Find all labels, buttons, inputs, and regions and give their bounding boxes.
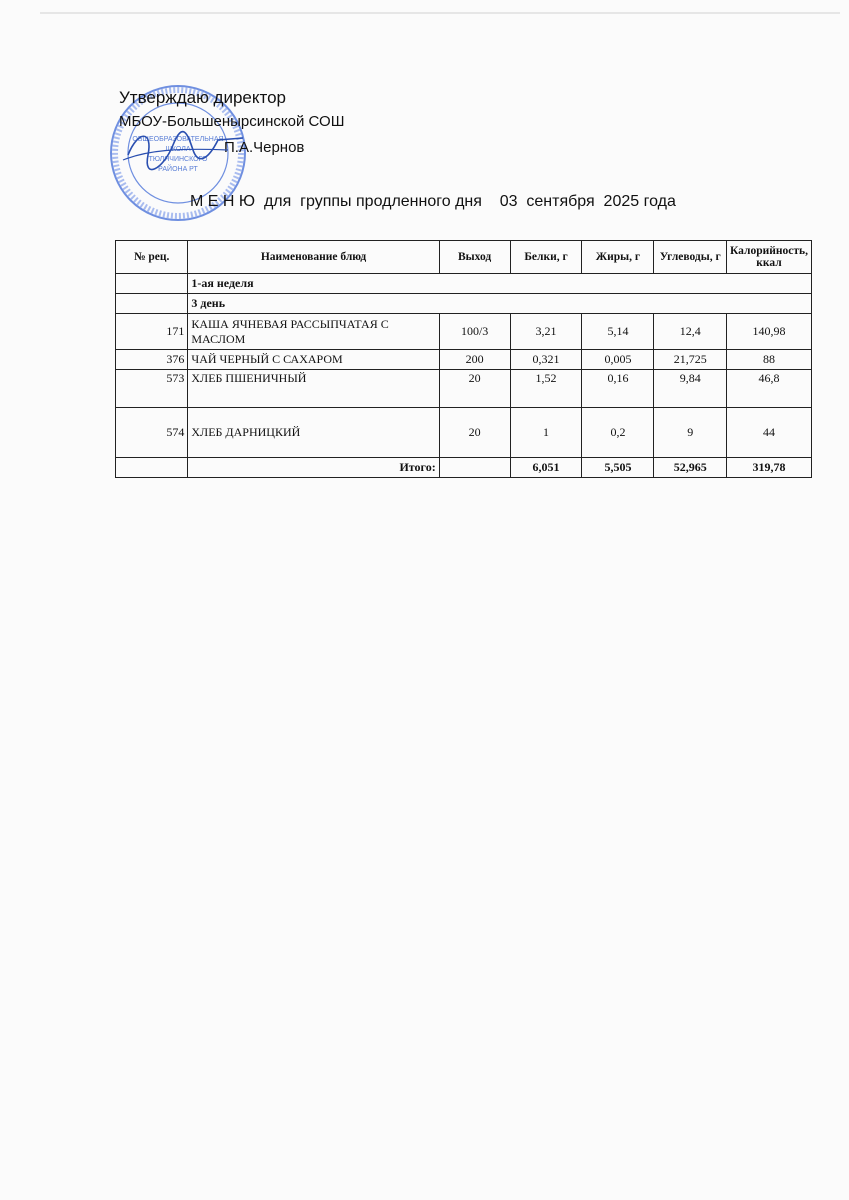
approval-line: Утверждаю директор <box>119 88 287 107</box>
stamp-line: ШКОЛА <box>165 146 191 153</box>
carbs-cell: 9,84 <box>654 370 727 408</box>
yield-cell: 200 <box>439 350 510 370</box>
total-fat: 5,505 <box>582 458 654 478</box>
stamp-line: ОБЩЕОБРАЗОВАТЕЛЬНАЯ <box>132 136 224 143</box>
rec-cell: 376 <box>116 350 188 370</box>
name-cell: ХЛЕБ ПШЕНИЧНЫЙ <box>188 370 439 408</box>
kcal-cell: 44 <box>726 408 811 458</box>
stamp-line: РАЙОНА РТ <box>158 166 198 173</box>
kcal-cell: 140,98 <box>726 314 811 350</box>
day-row <box>116 294 812 314</box>
protein-cell: 0,321 <box>510 350 582 370</box>
kcal-cell: 46,8 <box>726 370 811 408</box>
total-kcal: 319,78 <box>726 458 811 478</box>
rec-cell: 573 <box>116 370 188 408</box>
name-cell: ХЛЕБ ДАРНИЦКИЙ <box>188 408 439 458</box>
week-row <box>116 274 812 294</box>
carbs-cell: 9 <box>654 408 727 458</box>
col-header-kcal: Калорийность, ккал <box>726 241 811 274</box>
kcal-cell: 88 <box>726 350 811 370</box>
carbs-cell: 12,4 <box>654 314 727 350</box>
scan-edge-line <box>40 12 840 14</box>
name-cell: ЧАЙ ЧЕРНЫЙ С САХАРОМ <box>188 350 439 370</box>
total-protein: 6,051 <box>510 458 582 478</box>
signature-icon <box>118 120 248 180</box>
school-name: МБОУ-Большенырсинской СОШ <box>119 113 345 130</box>
yield-cell: 100/3 <box>439 314 510 350</box>
fat-cell: 0,005 <box>582 350 654 370</box>
name-cell: КАША ЯЧНЕВАЯ РАССЫПЧАТАЯ С МАСЛОМ <box>188 314 439 350</box>
table-row <box>116 370 812 408</box>
table-header-row <box>116 241 812 274</box>
col-header-fat: Жиры, г <box>582 241 654 274</box>
protein-cell: 1,52 <box>510 370 582 408</box>
protein-cell: 3,21 <box>510 314 582 350</box>
day-label: 3 день <box>188 294 812 314</box>
col-header-yield: Выход <box>439 241 510 274</box>
protein-cell: 1 <box>510 408 582 458</box>
week-label: 1-ая неделя <box>188 274 812 294</box>
fat-cell: 0,16 <box>582 370 654 408</box>
rec-cell: 574 <box>116 408 188 458</box>
fat-cell: 0,2 <box>582 408 654 458</box>
total-label: Итого: <box>188 458 439 478</box>
col-header-protein: Белки, г <box>510 241 582 274</box>
table-row <box>116 408 812 458</box>
rec-cell: 171 <box>116 314 188 350</box>
yield-cell: 20 <box>439 408 510 458</box>
stamp-line: ТЮЛЯЧИНСКОГО <box>148 156 208 163</box>
table-row <box>116 350 812 370</box>
total-carbs: 52,965 <box>654 458 727 478</box>
menu-title: М Е Н Ю для группы продленного дня 03 сентября 2025 года <box>190 193 676 210</box>
col-header-name: Наименование блюд <box>188 241 439 274</box>
director-name: П.А.Чернов <box>224 139 305 156</box>
menu-table <box>115 240 812 478</box>
col-header-carbs: Углеводы, г <box>654 241 727 274</box>
carbs-cell: 21,725 <box>654 350 727 370</box>
table-row <box>116 314 812 350</box>
total-row <box>116 458 812 478</box>
fat-cell: 5,14 <box>582 314 654 350</box>
yield-cell: 20 <box>439 370 510 408</box>
col-header-rec: № рец. <box>116 241 188 274</box>
